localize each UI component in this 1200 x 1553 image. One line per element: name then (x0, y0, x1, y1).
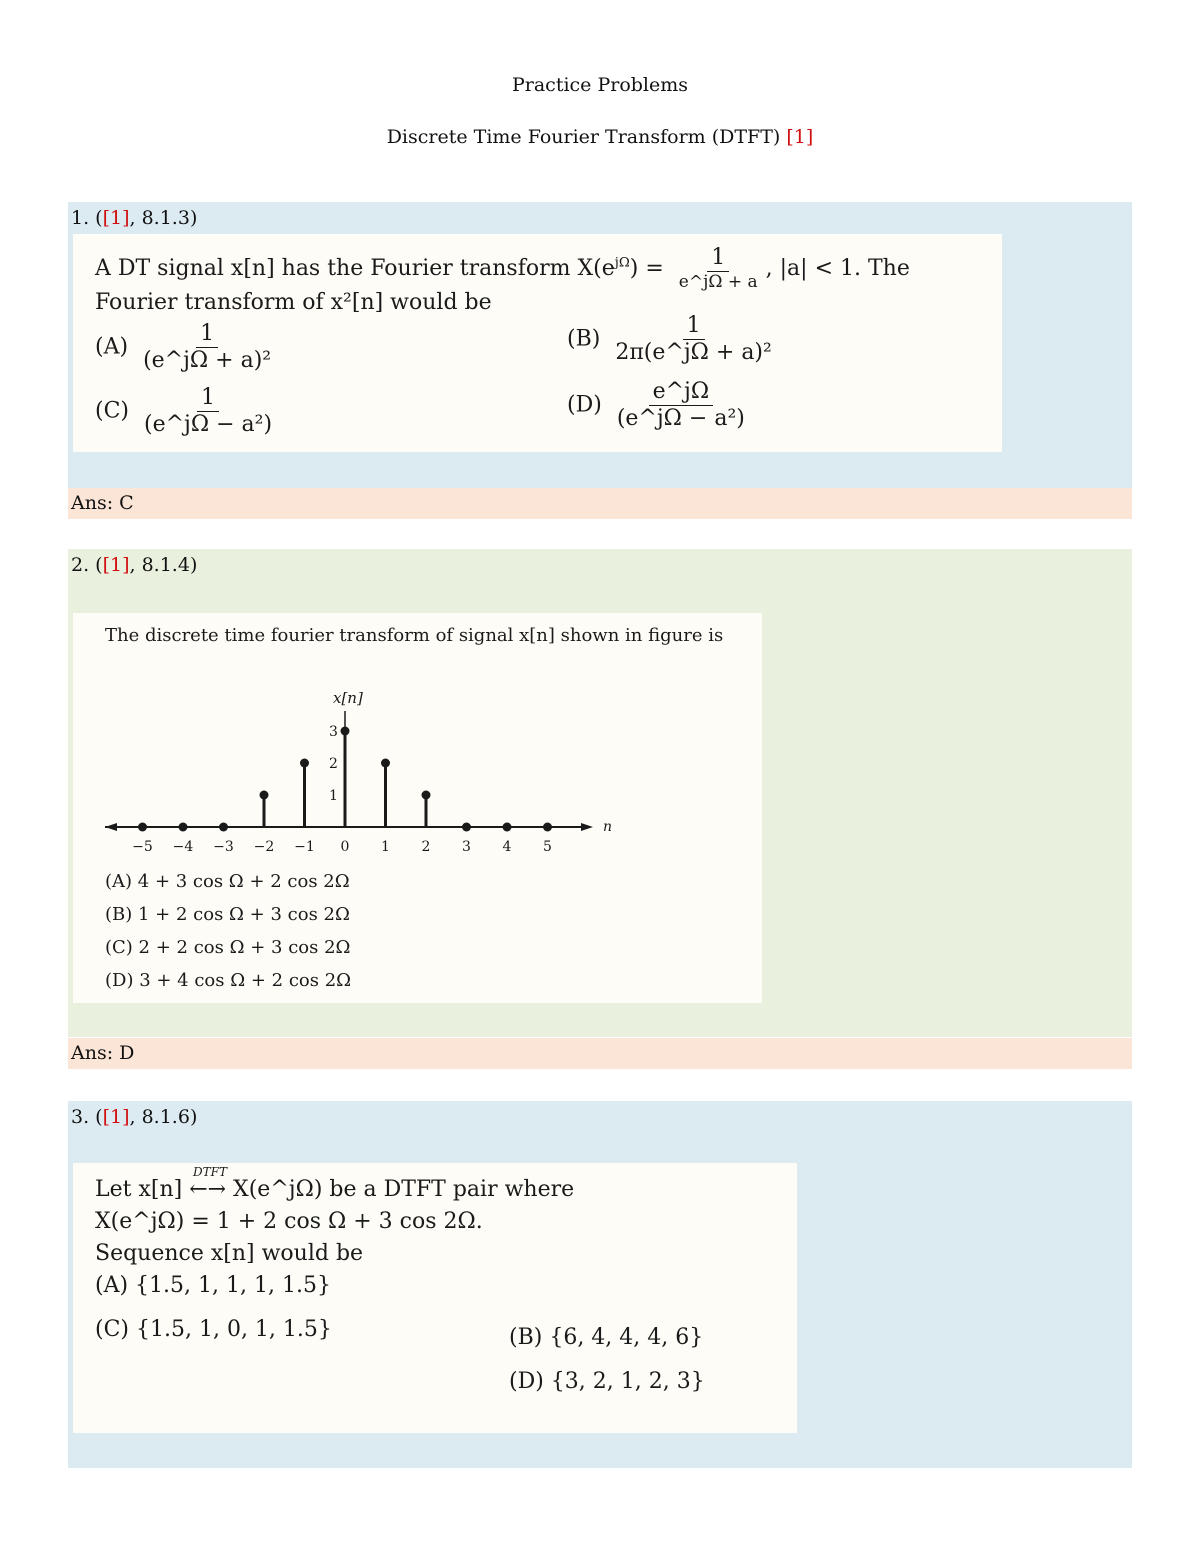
y-axis-label: x[n] (333, 689, 363, 707)
question-1-answer: Ans: C (68, 488, 1132, 519)
stem-point (503, 823, 512, 832)
x-tick-label: 1 (381, 839, 390, 855)
stem-point (341, 727, 350, 736)
x-tick-label: −4 (172, 839, 194, 855)
question-reference-link[interactable]: [1] (102, 554, 130, 576)
x-tick-label: −1 (294, 839, 315, 855)
stem-point (381, 759, 390, 768)
question-reference-link[interactable]: [1] (102, 1106, 130, 1128)
y-tick-label: 2 (329, 756, 338, 772)
question-3-scan (73, 1163, 797, 1433)
q1-option-d: (D) $\frac{e\^{}j\Omega}{\text{(e\textasciicircum{}jΩ − a²)}}$ (567, 379, 745, 432)
q1-stem-line-1: A DT signal x[n] has the Fourier transform $X(e^{j\Omega})$ = $\frac{1}{e\^{}j\Omega + a}$ , |a| < 1. The (95, 245, 910, 293)
y-tick-label: 1 (329, 788, 338, 804)
stem-point (219, 823, 228, 832)
subtitle-reference[interactable]: [1] (786, 126, 814, 148)
question-2-header (71, 554, 197, 576)
q1-option-a: (A) $\frac{1}{\text{(e\textasciicircum{}jΩ + a)²}}$ (95, 321, 272, 374)
stem-point (179, 823, 188, 832)
question-number: 3. ( (71, 1106, 103, 1128)
x-tick-label: −5 (132, 839, 153, 855)
stem-point (462, 823, 471, 832)
q3-stem-line-3: Sequence x[n] would be (95, 1241, 364, 1266)
q3-stem-line-2: X(e^jΩ) = 1 + 2 cos Ω + 3 cos 2Ω. (95, 1209, 483, 1234)
question-section: , 8.1.4) (129, 554, 198, 576)
subtitle-text: Discrete Time Fourier Transform (DTFT) (386, 126, 781, 148)
q1-stem-line-2: Fourier transform of x²[n] would be (95, 290, 492, 315)
question-2-answer: Ans: D (68, 1038, 1132, 1069)
stem-point (260, 791, 269, 800)
stem-point (138, 823, 147, 832)
q2-stem: The discrete time fourier transform of signal x[n] shown in figure is (105, 625, 724, 646)
page-subtitle (0, 126, 1200, 148)
q3-stem-line-1: Let x[n] ←→ X(e^jΩ) be a DTFT pair where DTFT (95, 1165, 575, 1202)
q2-option-d: (D) 3 + 4 cos Ω + 2 cos 2Ω (105, 970, 352, 991)
question-section: , 8.1.3) (129, 207, 198, 229)
x-tick-label: 2 (421, 839, 431, 855)
stem-point (422, 791, 431, 800)
q2-option-b: (B) 1 + 2 cos Ω + 3 cos 2Ω (105, 904, 350, 925)
stem-point (300, 759, 309, 768)
question-number: 1. ( (71, 207, 103, 229)
q1-option-b: (B) $\frac{1}{\text{2π(e\textasciicircum{}jΩ + a)²}}$ (567, 313, 772, 366)
x-axis-label: n (603, 819, 613, 835)
stem-point (543, 823, 552, 832)
q1-given-fraction: $\frac{1}{e\^{}j\Omega + a}$ (678, 245, 758, 293)
q3-option-a: (A) {1.5, 1, 1, 1, 1.5} (95, 1273, 331, 1298)
x-tick-label: −3 (213, 839, 234, 855)
x-axis-arrow-right (581, 823, 593, 831)
x-tick-label: 4 (502, 839, 512, 855)
q3-option-c: (C) {1.5, 1, 0, 1, 1.5} (95, 1317, 332, 1342)
q2-option-a: (A) 4 + 3 cos Ω + 2 cos 2Ω (105, 871, 350, 892)
question-section: , 8.1.6) (129, 1106, 198, 1128)
x-tick-label: 3 (462, 839, 471, 855)
question-2-scan (73, 613, 762, 1003)
q3-option-d: (D) {3, 2, 1, 2, 3} (509, 1369, 705, 1394)
question-1-header (71, 207, 197, 229)
q2-stem-plot (73, 653, 762, 863)
q3-option-b: (B) {6, 4, 4, 4, 6} (509, 1325, 704, 1350)
page-title: Practice Problems (511, 74, 689, 96)
question-reference-link[interactable]: [1] (102, 207, 130, 229)
q2-option-c: (C) 2 + 2 cos Ω + 3 cos 2Ω (105, 937, 351, 958)
x-tick-label: 5 (543, 839, 552, 855)
q3-arrow-label: DTFT (193, 1165, 227, 1179)
x-tick-label: −2 (253, 839, 275, 855)
y-tick-label: 3 (329, 724, 338, 740)
q1-option-c: (C) $\frac{1}{\text{(e\textasciicircum{}jΩ − a²)}}$ (95, 385, 273, 438)
question-1-scan (73, 234, 1002, 452)
question-number: 2. ( (71, 554, 103, 576)
x-axis-arrow-left (105, 823, 117, 831)
x-tick-label: 0 (340, 839, 350, 855)
question-3-header (71, 1106, 197, 1128)
